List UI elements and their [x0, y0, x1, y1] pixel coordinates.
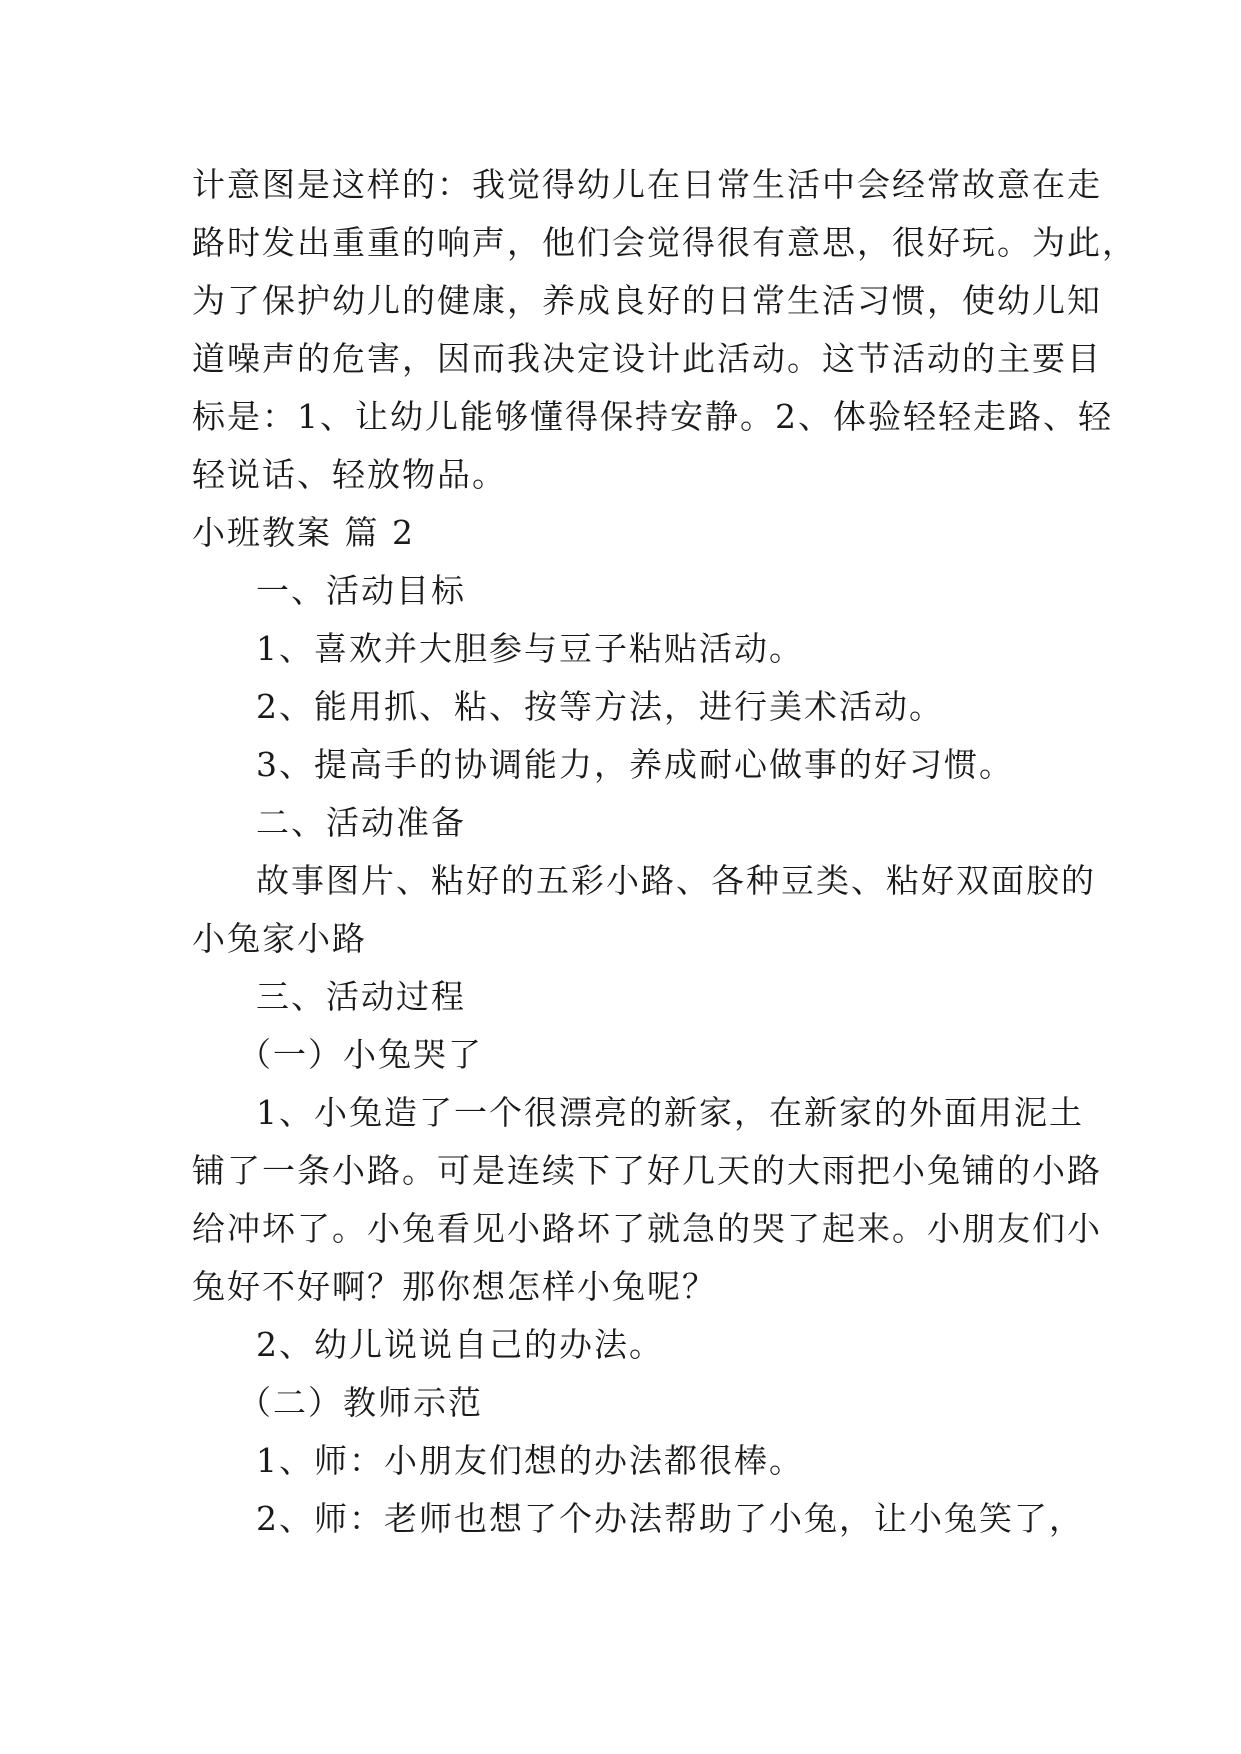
- paragraph-line: 标是：1、让幼儿能够懂得保持安静。2、体验轻轻走路、轻: [192, 397, 1113, 436]
- heading-activity-process: 三、活动过程: [256, 977, 466, 1016]
- paragraph-line: 铺了一条小路。可是连续下了好几天的大雨把小兔铺的小路: [192, 1151, 1102, 1190]
- list-item: 3、提高手的协调能力，养成耐心做事的好习惯。: [256, 745, 1014, 784]
- paragraph-line: 故事图片、粘好的五彩小路、各种豆类、粘好双面胶的: [256, 861, 1096, 900]
- paragraph-line: 道噪声的危害，因而我决定设计此活动。这节活动的主要目: [192, 339, 1102, 378]
- paragraph-line: 为了保护幼儿的健康，养成良好的日常生活习惯，使幼儿知: [192, 281, 1102, 320]
- paragraph-line: 给冲坏了。小兔看见小路坏了就急的哭了起来。小朋友们小: [192, 1209, 1102, 1248]
- paragraph-line: 路时发出重重的响声，他们会觉得很有意思，很好玩。为此，: [192, 223, 1137, 262]
- list-item: 1、喜欢并大胆参与豆子粘贴活动。: [256, 629, 804, 668]
- paragraph-line: 计意图是这样的：我觉得幼儿在日常生活中会经常故意在走: [192, 165, 1102, 204]
- paragraph-line: 兔好不好啊？那你想怎样小兔呢？: [192, 1267, 717, 1306]
- list-item: 2、师：老师也想了个办法帮助了小兔，让小兔笑了，: [256, 1499, 1084, 1538]
- heading-activity-preparation: 二、活动准备: [256, 803, 466, 842]
- list-item: 2、能用抓、粘、按等方法，进行美术活动。: [256, 687, 944, 726]
- paragraph-line: 轻说话、轻放物品。: [192, 455, 507, 494]
- subheading: （二）教师示范: [238, 1383, 483, 1422]
- list-item: 2、幼儿说说自己的办法。: [256, 1325, 664, 1364]
- document-page: [192, 156, 1137, 1548]
- paragraph-line: 1、小兔造了一个很漂亮的新家，在新家的外面用泥土: [256, 1093, 1084, 1132]
- section-title: 小班教案 篇 2: [192, 513, 415, 552]
- list-item: 1、师：小朋友们想的办法都很棒。: [256, 1441, 804, 1480]
- paragraph-line: 小兔家小路: [192, 919, 367, 958]
- subheading: （一）小兔哭了: [238, 1035, 483, 1074]
- heading-activity-goals: 一、活动目标: [256, 571, 466, 610]
